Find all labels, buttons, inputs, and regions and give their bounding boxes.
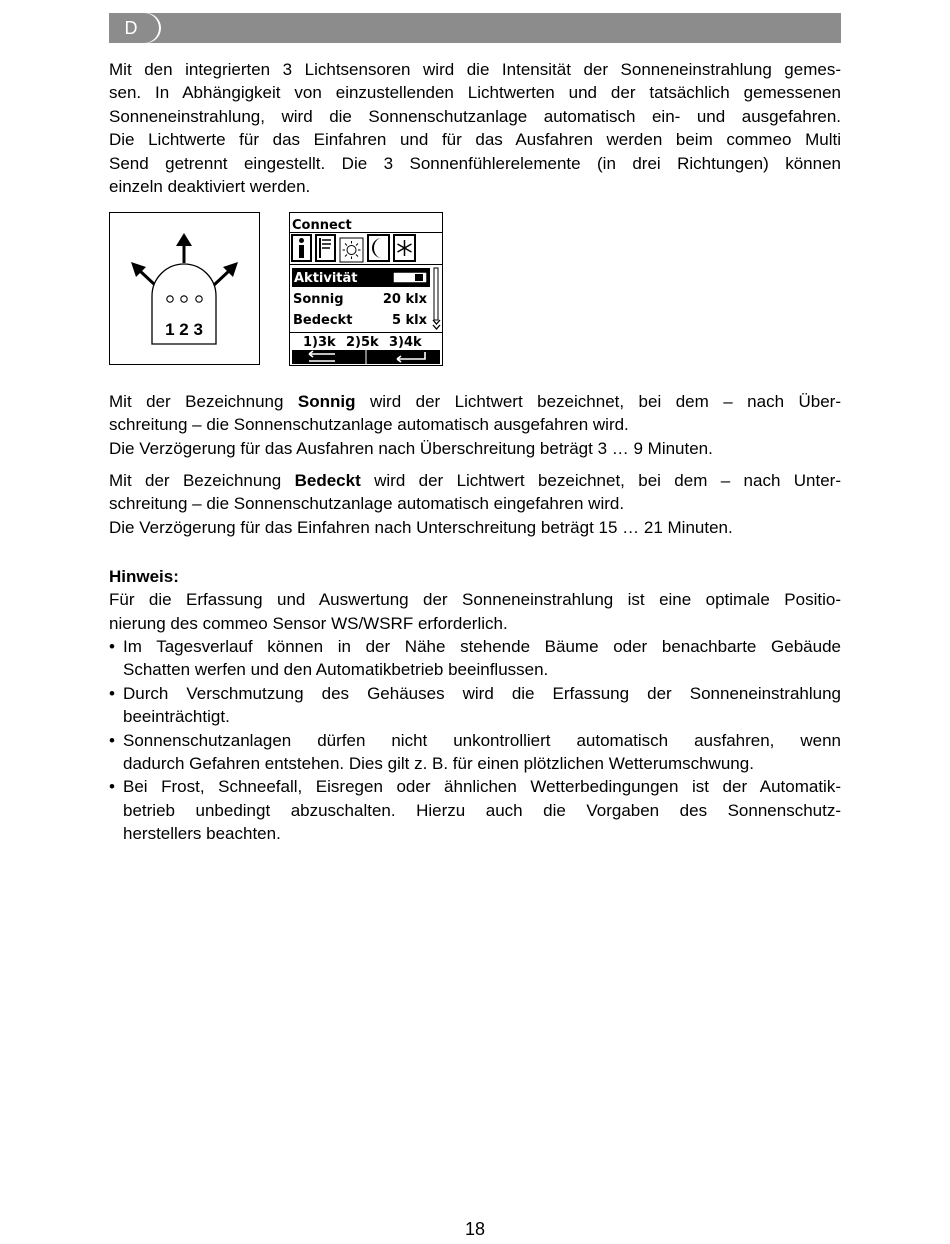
sonnig-paragraph [109,390,841,460]
term-sonnig: Sonnig [297,392,356,411]
intro-line: Mit den integrierten 3 Lichtsensoren wird die Intensität der Sonneneinstrahlung gemes- [109,60,841,79]
info-icon [292,235,311,261]
bedeckt-paragraph [109,469,841,539]
bullet-line: Schatten werfen und den Automatikbetrieb beeinflussen. [123,660,549,680]
display-title: Connect [292,218,352,233]
page-number: 18 [464,1219,486,1239]
blind-icon [316,235,335,261]
bullet-icon: • [109,683,115,703]
intro-line: Send getrennt eingestellt. Die 3 Sonnenfühlerelemente (in drei Richtungen) können [109,153,841,173]
sensor-number-label: 1 2 3 [165,320,203,339]
display-footer-value: 2)5k [346,335,379,350]
display-figure [289,212,443,366]
text-run: wird der Lichtwert bezeichnet, bei dem – nach Über- [355,392,841,411]
hinweis-section [109,565,841,635]
text-run: Mit der Bezeichnung [109,392,298,411]
bullet-line: betrieb unbedingt abzuschalten. Hierzu auch die Vorgaben des Sonnenschutz- [123,800,841,820]
intro-line: Die Lichtwerte für das Einfahren und für das Ausfahren werden beim commeo Multi [109,130,841,150]
term-bedeckt: Bedeckt [294,471,361,490]
sonnig-line-2: schreitung – die Sonnenschutzanlage automatisch ausgefahren wird. [109,415,629,435]
bullet-line: herstellers beachten. [123,824,281,844]
bedeckt-line-1 [109,469,841,492]
display-row-label: Sonnig [293,292,344,307]
text-run: wird der Lichtwert bezeichnet, bei dem – nach Unter- [360,471,841,490]
hinweis-line: nierung des commeo Sensor WS/WSRF erforderlich. [109,613,508,633]
intro-line: einzeln deaktiviert werden. [109,177,311,197]
bullet-line: Sonnenschutzanlagen dürfen nicht unkontrolliert automatisch ausfahren, wenn [123,730,841,750]
display-row-value: 20 klx [382,292,427,307]
sensor-figure [109,212,260,365]
display-screen [289,212,443,366]
bullet-icon: • [109,777,115,797]
snowflake-icon [394,235,415,261]
list-item [109,775,841,845]
display-row-label: Aktivität [294,271,358,286]
arrow-up-icon [176,233,192,263]
arrow-up-left-icon [131,262,155,285]
sensor-diagram [110,213,259,364]
display-row-value: 5 klx [391,313,427,328]
intro-paragraph [109,58,841,198]
hinweis-line: Für die Erfassung und Auswertung der Sonneneinstrahlung ist eine optimale Positio- [109,590,841,610]
section-header-bar [109,13,841,43]
hinweis-bullet-list [109,635,841,846]
sun-icon [340,238,363,262]
bedeckt-line-3: Die Verzögerung für das Einfahren nach Unterschreitung beträgt 15 … 21 Minuten. [109,517,733,537]
scrollbar [434,268,438,320]
intro-line: sen. In Abhängigkeit von einzustellenden Lichtwerten und der tatsächlich gemessenen [109,83,841,103]
language-tab-label: D [124,18,138,38]
list-item [109,682,841,729]
bullet-icon: • [109,637,115,656]
bullet-line: beeinträchtigt. [123,707,230,727]
bullet-line: Im Tagesverlauf können in der Nähe stehende Bäume oder benachbarte Gebäude [123,637,841,656]
display-row-label: Bedeckt [293,313,353,328]
sonnig-line-3: Die Verzögerung für das Ausfahren nach Überschreitung beträgt 3 … 9 Minuten. [109,438,713,458]
intro-line: Sonneneinstrahlung, wird die Sonnenschutzanlage automatisch ein- und ausgefahren. [109,106,841,126]
sonnig-line-1 [109,390,841,413]
bullet-line: dadurch Gefahren entstehen. Dies gilt z. B. für einen plötzlichen Wetterumschwung. [123,754,754,774]
bullet-line: Durch Verschmutzung des Gehäuses wird die Erfassung der Sonneneinstrahlung [123,683,841,703]
list-item [109,729,841,776]
moon-icon [368,235,389,261]
bullet-icon: • [109,730,115,750]
display-footer-value: 1)3k [303,335,336,350]
bullet-line: Bei Frost, Schneefall, Eisregen oder ähnlichen Wetterbedingungen ist der Automatik- [123,777,841,797]
bedeckt-line-2: schreitung – die Sonnenschutzanlage automatisch eingefahren wird. [109,494,625,514]
hinweis-heading: Hinweis: [109,567,179,586]
list-item [109,635,841,682]
display-footer-value: 3)4k [389,335,422,350]
arrow-up-right-icon [214,262,238,285]
language-tab [109,13,159,43]
text-run: Mit der Bezeichnung [109,471,295,490]
